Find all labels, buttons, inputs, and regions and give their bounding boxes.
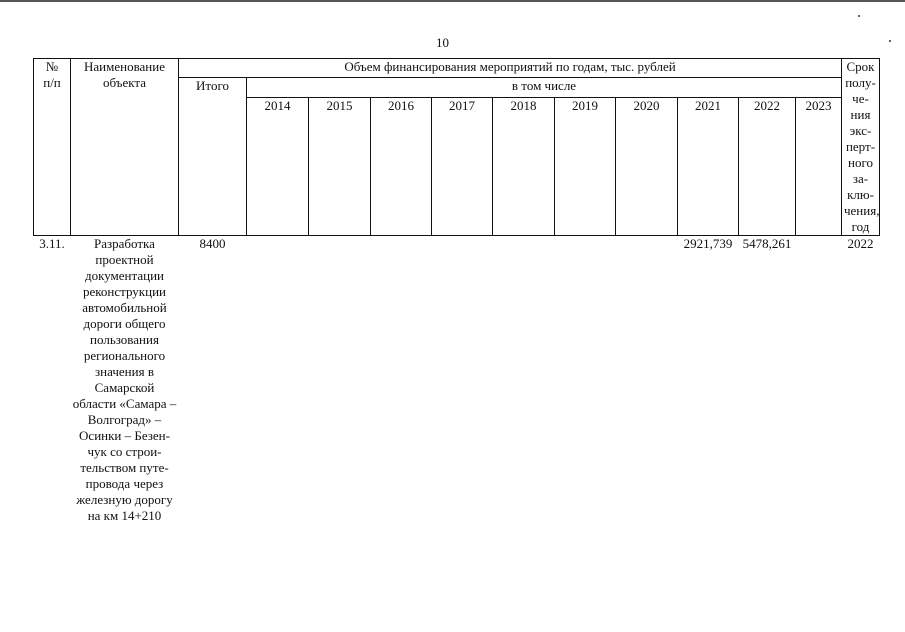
year-header-2022: 2022 (739, 98, 796, 236)
row-value-2015 (309, 236, 371, 525)
year-header-2019: 2019 (555, 98, 616, 236)
year-header-2014: 2014 (247, 98, 309, 236)
row-value-2018 (493, 236, 555, 525)
row-value-2014 (247, 236, 309, 525)
row-number: 3.11. (39, 236, 65, 251)
row-deadline: 2022 (847, 236, 874, 251)
scan-speck (889, 40, 891, 42)
col-header-object-name: Наименование объекта (71, 59, 179, 236)
col-header-including: в том числе (247, 78, 842, 98)
financing-table (33, 58, 880, 524)
row-value-2017 (432, 236, 493, 525)
year-header-2016: 2016 (371, 98, 432, 236)
row-value-2020 (616, 236, 678, 525)
year-header-2021: 2021 (678, 98, 739, 236)
row-value-2023 (796, 236, 842, 525)
year-header-2018: 2018 (493, 98, 555, 236)
year-header-2017: 2017 (432, 98, 493, 236)
table-row (34, 236, 880, 525)
row-value-2019 (555, 236, 616, 525)
row-value-2016 (371, 236, 432, 525)
col-header-number: № п/п (34, 59, 71, 236)
year-header-2015: 2015 (309, 98, 371, 236)
year-header-2020: 2020 (616, 98, 678, 236)
row-value-2022: 5478,261 (742, 236, 792, 251)
row-object-name: Разработка проектной документации реконструкции автомобильной дороги общего пользования регионального значения в Самарской области «Самара – Волгоград» – Осинки – Безен- чук со строи- тельством путе- провода через железную дорогу на км 14+210 (72, 236, 177, 523)
year-header-2023: 2023 (796, 98, 842, 236)
col-header-funding: Объем финансирования мероприятий по годам, тыс. рублей (179, 59, 842, 78)
page-top-edge (0, 0, 905, 2)
scan-speck (858, 15, 860, 17)
row-value-2021: 2921,739 (683, 236, 733, 251)
row-total: 8400 (199, 236, 226, 251)
col-header-deadline: Срок полу- че- ния экс- перт- ного за- клю- чения, год (842, 59, 880, 236)
col-header-total: Итого (179, 78, 247, 236)
page-number: 10 (436, 35, 449, 50)
